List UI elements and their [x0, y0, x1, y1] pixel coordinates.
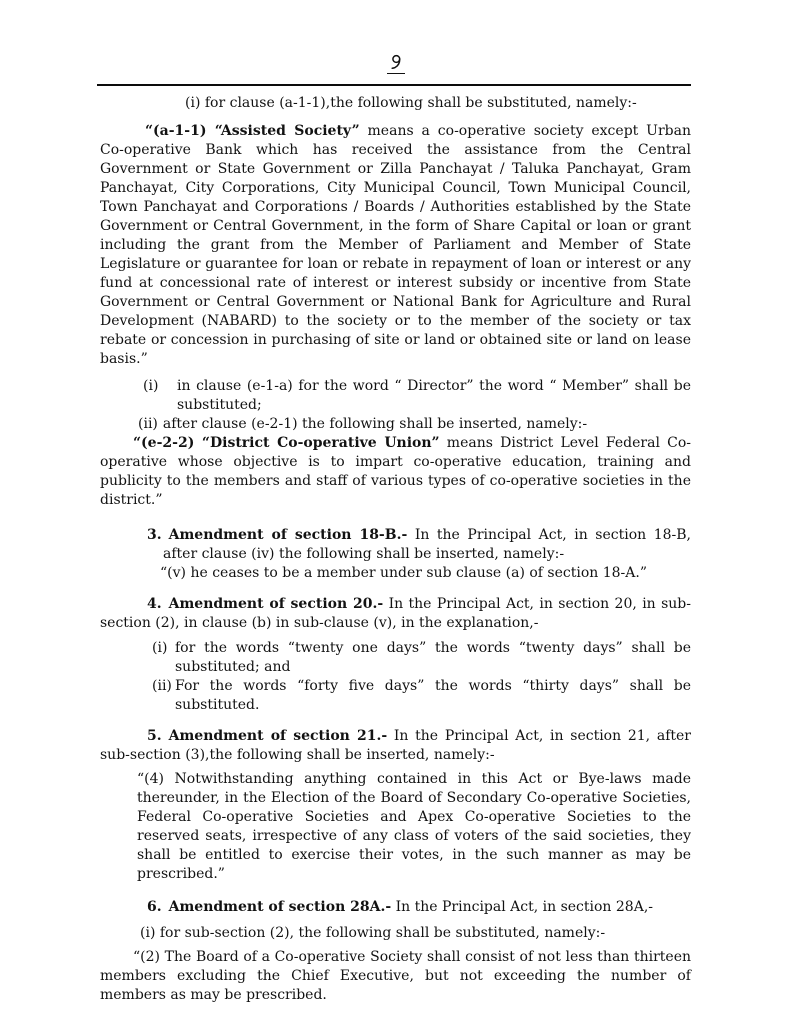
list-item-i [100, 377, 691, 415]
substitution-intro-line: (i) for clause (a-1-1),the following shall be substituted, namely:- [185, 95, 637, 111]
document-body [100, 94, 691, 1005]
list-item-ii-marker: (ii) [138, 416, 158, 432]
section-4-items [100, 639, 691, 715]
definition-assisted-society [100, 122, 691, 369]
district-union-text: means District Level Federal Co-operative whose objective is to impart co-operative education, training and publicity to the members and staff of various types of co-operative societies in the district.” [100, 435, 691, 508]
section-3-body: In the Principal Act, in section 18-B, after clause (iv) the following shall be inserted, namely:- [163, 527, 691, 562]
page-number [387, 54, 405, 74]
section-3-heading [147, 526, 691, 564]
list-item-ii [100, 415, 691, 434]
list-item-i-marker: (i) [143, 378, 159, 394]
section-3-title: Amendment of section 18-B.- [168, 527, 408, 543]
section-3-number: 3. [147, 527, 162, 543]
kannada-numeral-2-glyph [389, 54, 403, 72]
section-4-number: 4. [147, 596, 162, 612]
page-header [100, 54, 691, 78]
assisted-society-term: “(a-1-1) “Assisted Society” [145, 123, 360, 139]
list-item-i-text: in clause (e-1-a) for the word “ Director” the word “ Member” shall be substituted; [177, 378, 691, 413]
section-4-title: Amendment of section 20.- [168, 596, 384, 612]
section-4-item-i [100, 639, 691, 677]
section-6-item-i: (i) for sub-section (2), the following shall be substituted, namely:- [140, 925, 606, 941]
section-4-item-ii-marker: (ii) [152, 678, 172, 694]
section-6-body: In the Principal Act, in section 28A,- [391, 899, 653, 915]
section-6-inserted-text: “(2) The Board of a Co-operative Society shall consist of not less than thirteen members excluding the Chief Executive, but not exceeding the number of members as may be prescribed. [100, 949, 691, 1003]
section-6-number: 6. [147, 899, 162, 915]
header-rule [97, 84, 691, 86]
section-4-item-ii-text: For the words “forty five days” the words “thirty days” shall be substituted. [175, 678, 691, 713]
assisted-society-text: means a co-operative society except Urban Co-operative Bank which has received the assistance from the Central Government or State Government or Zilla Panchayat / Taluka Panchayat, Gram Panchayat, City Corporations, City Municipal Council, Town Municipal Council, Town Panchayat and Corporations / Boards / Authorities established by the State Government or Central Government, in the form of Share Capital or loan or grant including the grant from the Member of Parliament and Member of State Legislature or guarantee for loan or rebate in repayment of loan or interest or any fund at concessional rate of interest or interest subsidy or incentive from State Government or Central Government or National Bank for Agriculture and Rural Development (NABARD) to the society or to the member of the society or tax rebate or concession in purchasing of site or land or obtained site or land on lease basis.” [100, 123, 691, 367]
section-5-heading [100, 727, 691, 765]
section-4-item-ii [100, 677, 691, 715]
section-5-body: In the Principal Act, in section 21, after sub-section (3),the following shall be inserted, namely:- [100, 728, 691, 763]
section-6-title: Amendment of section 28A.- [168, 899, 392, 915]
list-item-ii-text: after clause (e-2-1) the following shall be inserted, namely:- [162, 416, 588, 432]
clause-amendment-list [100, 377, 691, 434]
definition-district-union [100, 434, 691, 510]
section-4-heading [100, 595, 691, 633]
section-3-inserted-clause: “(v) he ceases to be a member under sub clause (a) of section 18-A.” [160, 565, 647, 581]
section-5-number: 5. [147, 728, 162, 744]
section-4-body: In the Principal Act, in section 20, in sub-section (2), in clause (b) in sub-clause (v), in the explanation,- [100, 596, 691, 631]
district-union-term: “(e-2-2) “District Co-operative Union” [133, 435, 440, 451]
section-5-title: Amendment of section 21.- [168, 728, 388, 744]
section-4-item-i-text: for the words “twenty one days” the words “twenty days” shall be substituted; and [175, 640, 691, 675]
section-4-item-i-marker: (i) [152, 640, 168, 656]
section-5-inserted-text: “(4) Notwithstanding anything contained in this Act or Bye-laws made thereunder, in the Election of the Board of Secondary Co-operative Societies, Federal Co-operative Societies and Apex Co-operative Societies to the reserved seats, irrespective of any class of voters of the said societies, they shall be entitled to exercise their votes, in the such manner as may be prescribed.” [137, 771, 691, 882]
section-6-heading [100, 898, 691, 917]
